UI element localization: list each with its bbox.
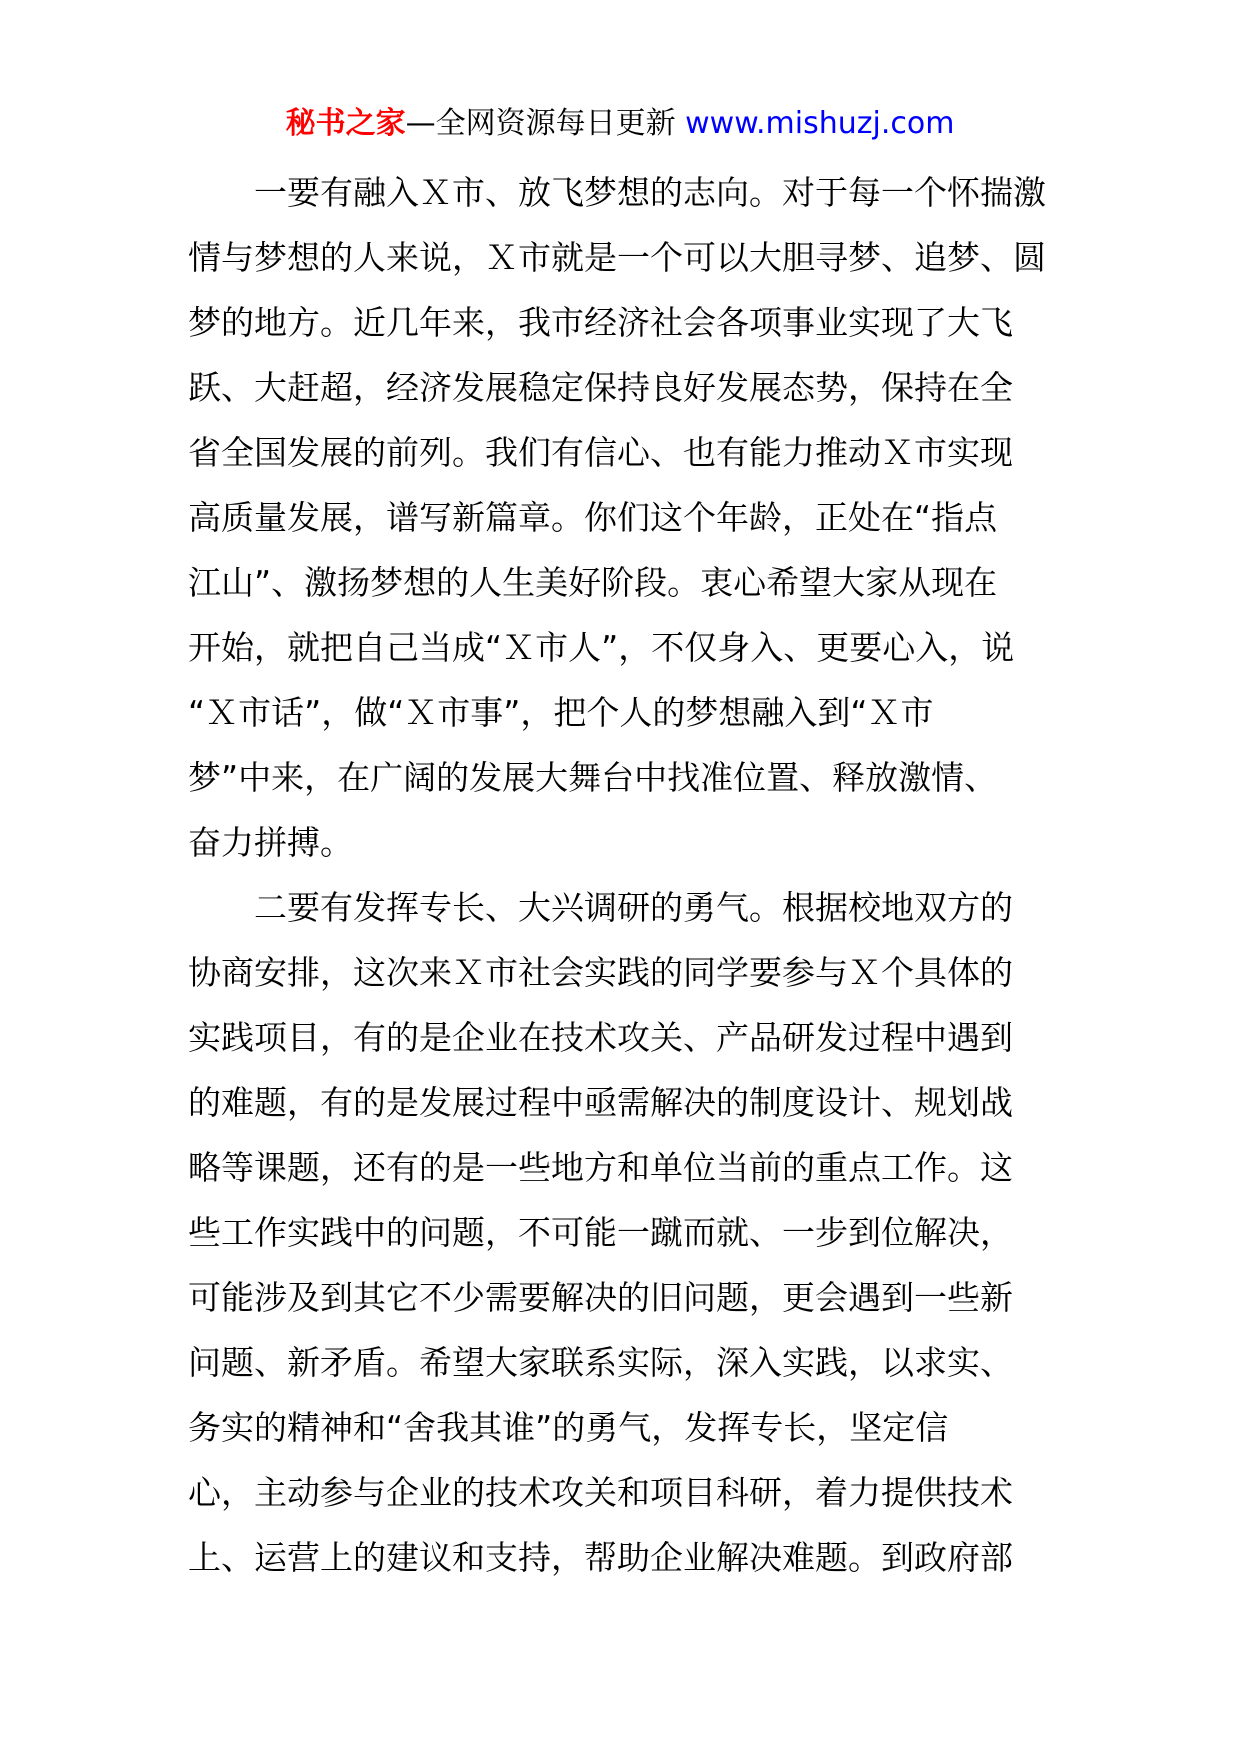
paragraph-line: 开始，就把自己当成“Ｘ市人”，不仅身入、更要心入，说 [188, 628, 1015, 667]
header-url-link[interactable]: www.mishuzj.com [685, 106, 955, 141]
paragraph-line: 务实的精神和“舍我其谁”的勇气，发挥专长，坚定信 [188, 1408, 949, 1447]
paragraph-line: 跃、大赶超，经济发展稳定保持良好发展态势，保持在全 [188, 368, 1013, 407]
paragraph-1 [188, 160, 1050, 875]
paragraph-line: 省全国发展的前列。我们有信心、也有能力推动Ｘ市实现 [188, 433, 1013, 472]
paragraph-line: 协商安排，这次来Ｘ市社会实践的同学要参与Ｘ个具体的 [188, 953, 1013, 992]
page-header [0, 104, 1240, 144]
paragraph-line: 江山”、激扬梦想的人生美好阶段。衷心希望大家从现在 [188, 563, 998, 602]
paragraph-line: 梦的地方。近几年来，我市经济社会各项事业实现了大飞 [188, 303, 1013, 342]
header-brand: 秘书之家 [285, 106, 406, 141]
paragraph-line: 情与梦想的人来说，Ｘ市就是一个可以大胆寻梦、追梦、圆 [188, 238, 1046, 277]
paragraph-line: 二要有发挥专长、大兴调研的勇气。根据校地双方的 [254, 888, 1013, 927]
paragraph-line: 问题、新矛盾。希望大家联系实际，深入实践，以求实、 [188, 1343, 1013, 1382]
paragraph-line: 的难题，有的是发展过程中亟需解决的制度设计、规划战 [188, 1083, 1013, 1122]
paragraph-line: 些工作实践中的问题，不可能一蹴而就、一步到位解决， [188, 1213, 1013, 1252]
paragraph-line: 略等课题，还有的是一些地方和单位当前的重点工作。这 [188, 1148, 1013, 1187]
document-body [188, 160, 1050, 1590]
paragraph-line: 上、运营上的建议和支持，帮助企业解决难题。到政府部 [188, 1538, 1013, 1577]
paragraph-line: 实践项目，有的是企业在技术攻关、产品研发过程中遇到 [188, 1018, 1013, 1057]
paragraph-line: “Ｘ市话”，做“Ｘ市事”，把个人的梦想融入到“Ｘ市 [188, 693, 934, 732]
paragraph-line: 奋力拼搏。 [188, 823, 353, 862]
paragraph-line: 梦”中来，在广阔的发展大舞台中找准位置、释放激情、 [188, 758, 998, 797]
paragraph-line: 高质量发展，谱写新篇章。你们这个年龄，正处在“指点 [188, 498, 998, 537]
paragraph-line: 心，主动参与企业的技术攻关和项目科研，着力提供技术 [188, 1473, 1013, 1512]
paragraph-line: 可能涉及到其它不少需要解决的旧问题，更会遇到一些新 [188, 1278, 1013, 1317]
paragraph-line: 一要有融入Ｘ市、放飞梦想的志向。对于每一个怀揣激 [254, 173, 1046, 212]
paragraph-2 [188, 875, 1050, 1590]
header-slogan: —全网资源每日更新 [405, 106, 676, 141]
